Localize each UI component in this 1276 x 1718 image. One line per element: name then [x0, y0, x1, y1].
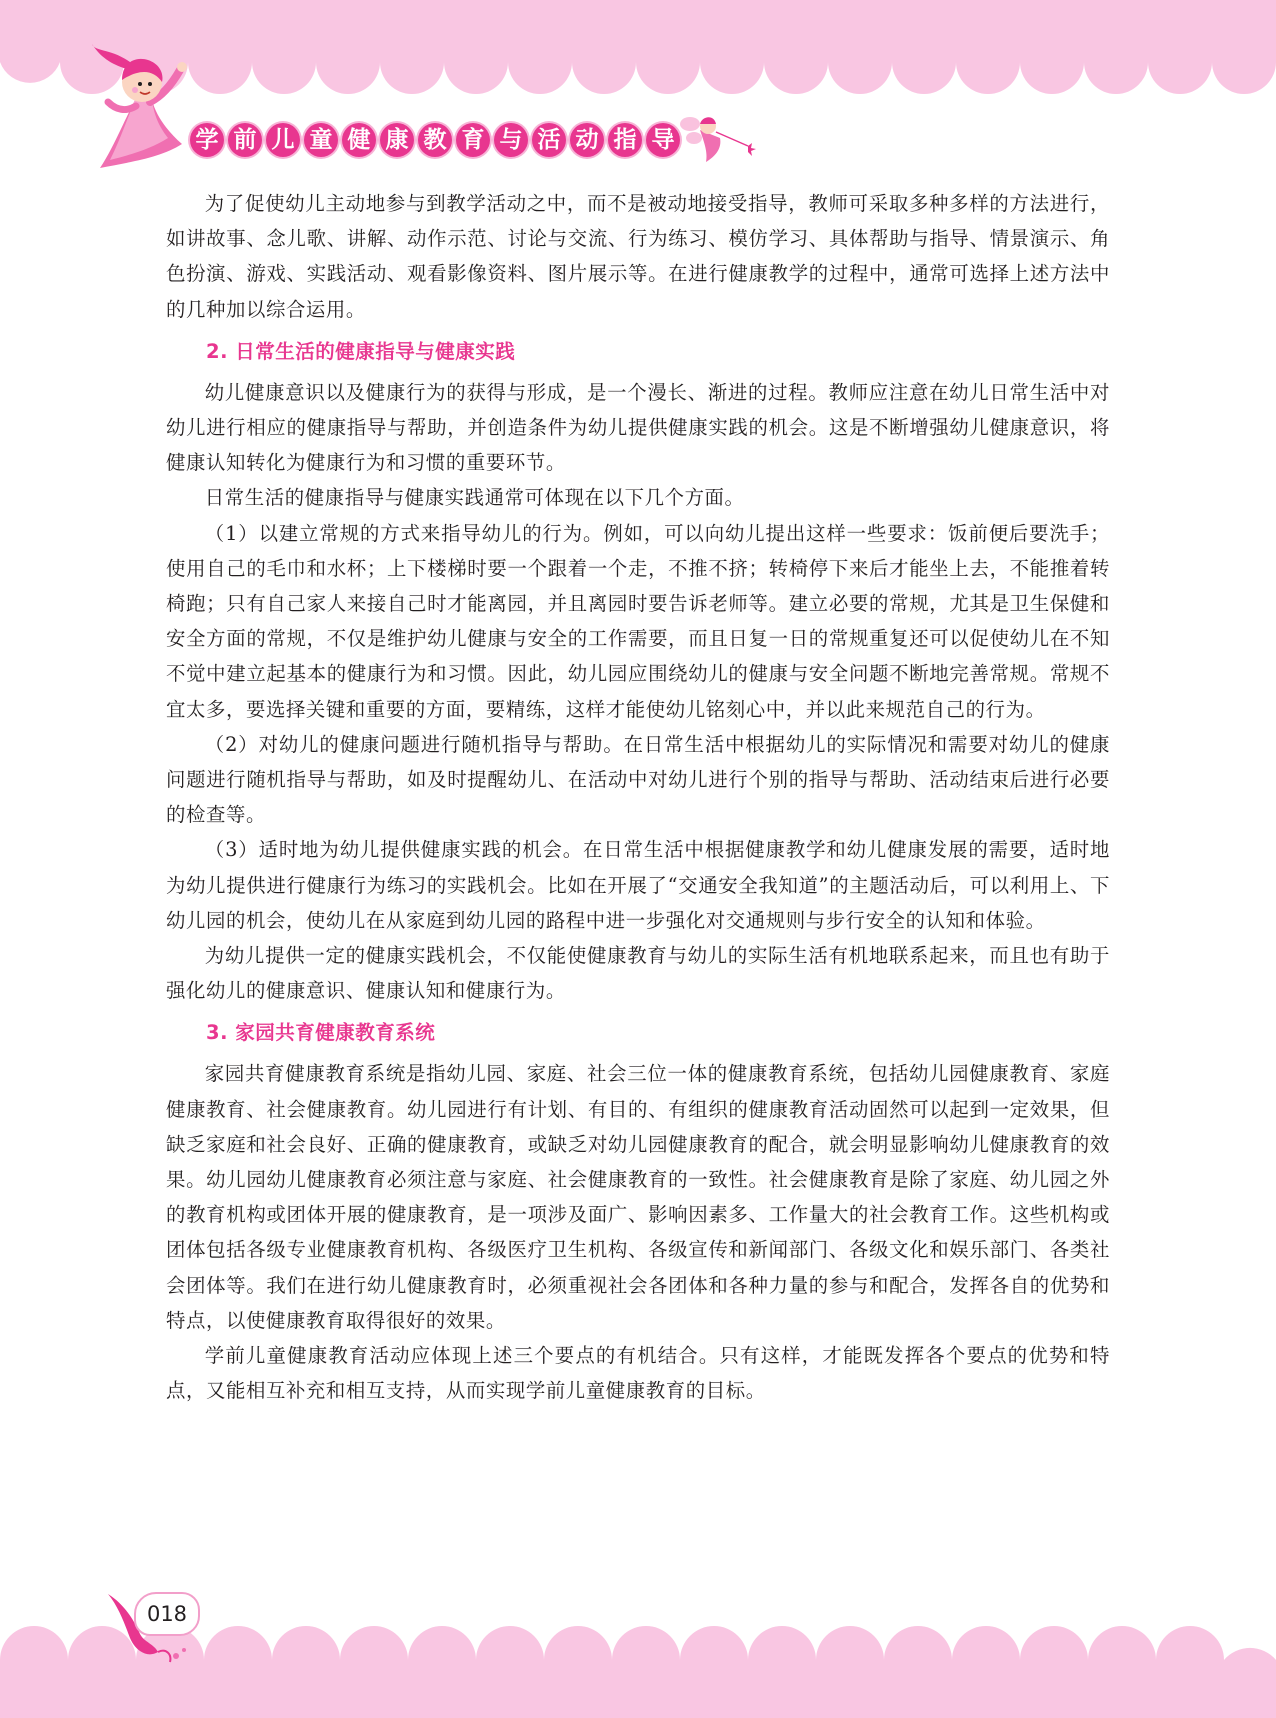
paragraph: （2）对幼儿的健康问题进行随机指导与帮助。在日常生活中根据幼儿的实际情况和需要对幼儿的健康问题进行随机指导与帮助，如及时提醒幼儿、在活动中对幼儿进行个别的指导与帮助、活动结束后进行必要的检查等。 — [166, 732, 1110, 827]
paragraph: （1）以建立常规的方式来指导幼儿的行为。例如，可以向幼儿提出这样一些要求：饭前便后要洗手；使用自己的毛巾和水杯；上下楼梯时要一个跟着一个走，不推不挤；转椅停下来后才能坐上去，不能推着转椅跑；只有自己家人来接自己时才能离园，并且离园时要告诉老师等。建立必要的常规，尤其是卫生保健和安全方面的常规，不仅是维护幼儿健康与安全的工作需要，而且日复一日的常规重复还可以促使幼儿在不知不觉中建立起基本的健康行为和习惯。因此，幼儿园应围绕幼儿的健康与安全问题不断地完善常规。常规不宜太多，要选择关键和重要的方面，要精练，这样才能使幼儿铭刻心中，并以此来规范自己的行为。 — [166, 521, 1110, 721]
paragraph: 幼儿健康意识以及健康行为的获得与形成，是一个漫长、渐进的过程。教师应注意在幼儿日常生活中对幼儿进行相应的健康指导与帮助，并创造条件为幼儿提供健康实践的机会。这是不断增强幼儿健康意识，将健康认知转化为健康行为和习惯的重要环节。 — [166, 380, 1110, 475]
paragraph: 为了促使幼儿主动地参与到教学活动之中，而不是被动地接受指导，教师可采取多种多样的方法进行，如讲故事、念儿歌、讲解、动作示范、讨论与交流、行为练习、模仿学习、具体帮助与指导、情景演示、角色扮演、游戏、实践活动、观看影像资料、图片展示等。在进行健康教学的过程中，通常可选择上述方法中的几种加以综合运用。 — [166, 192, 1110, 321]
paragraph: 为幼儿提供一定的健康实践机会，不仅能使健康教育与幼儿的实际生活有机地联系起来，而且也有助于强化幼儿的健康意识、健康认知和健康行为。 — [166, 944, 1110, 1003]
title-char: 活 — [532, 123, 566, 157]
page-number: 018 — [134, 1592, 200, 1636]
title-char: 与 — [494, 123, 528, 157]
paragraph: 家园共育健康教育系统是指幼儿园、家庭、社会三位一体的健康教育系统，包括幼儿园健康教育、家庭健康教育、社会健康教育。幼儿园进行有计划、有目的、有组织的健康教育活动固然可以起到一定效果，但缺乏家庭和社会良好、正确的健康教育，或缺乏对幼儿园健康教育的配合，就会明显影响幼儿健康教育的效果。幼儿园幼儿健康教育必须注意与家庭、社会健康教育的一致性。社会健康教育是除了家庭、幼儿园之外的教育机构或团体开展的健康教育，是一项涉及面广、影响因素多、工作量大的社会教育工作。这些机构或团体包括各级专业健康教育机构、各级医疗卫生机构、各级宣传和新闻部门、各级文化和娱乐部门、各类社会团体等。我们在进行幼儿健康教育时，必须重视社会各团体和各种力量的参与和配合，发挥各自的优势和特点，以使健康教育取得很好的效果。 — [166, 1062, 1110, 1332]
title-char: 育 — [456, 123, 490, 157]
title-char: 动 — [570, 123, 604, 157]
paragraph: 日常生活的健康指导与健康实践通常可体现在以下几个方面。 — [204, 486, 745, 510]
footer-scallop-band — [0, 1618, 1276, 1718]
title-char: 童 — [304, 123, 338, 157]
title-char: 导 — [646, 123, 680, 157]
footer-scallop-shape — [0, 1618, 1276, 1718]
title-char: 学 — [190, 123, 224, 157]
title-char: 康 — [380, 123, 414, 157]
title-char: 健 — [342, 123, 376, 157]
fairy-icon — [670, 108, 760, 168]
title-char: 指 — [608, 123, 642, 157]
page-content — [166, 186, 1110, 1409]
title-char: 前 — [228, 123, 262, 157]
paragraph: 学前儿童健康教育活动应体现上述三个要点的有机结合。只有这样，才能既发挥各个要点的优势和特点，又能相互补充和相互支持，从而实现学前儿童健康教育的目标。 — [166, 1344, 1110, 1403]
title-char: 儿 — [266, 123, 300, 157]
book-title — [190, 123, 680, 157]
cartoon-girl-icon — [90, 40, 200, 175]
title-char: 教 — [418, 123, 452, 157]
section-heading-2: 2. 日常生活的健康指导与健康实践 — [206, 339, 516, 363]
paragraph: （3）适时地为幼儿提供健康实践的机会。在日常生活中根据健康教学和幼儿健康发展的需要，适时地为幼儿提供进行健康行为练习的实践机会。比如在开展了“交通安全我知道”的主题活动后，可以利用上、下幼儿园的机会，使幼儿在从家庭到幼儿园的路程中进一步强化对交通规则与步行安全的认知和体验。 — [166, 838, 1110, 932]
section-heading-3: 3. 家园共育健康教育系统 — [206, 1021, 436, 1045]
